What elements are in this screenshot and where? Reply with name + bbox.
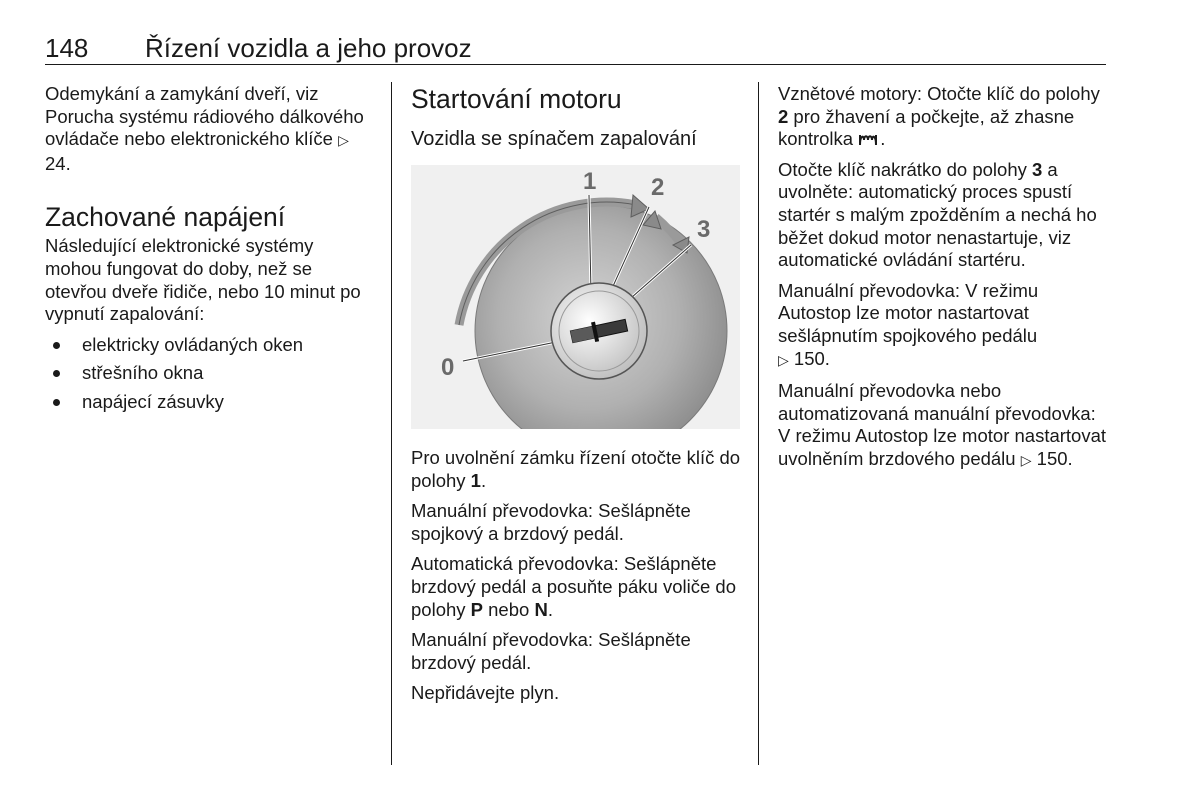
- list-item: elektricky ovládaných oken: [45, 334, 375, 357]
- automatic-paragraph: Automatická převodovka: Sešlápněte brzdový pedál a posuňte páku voliče do polohy P nebo N.: [411, 553, 736, 620]
- glow-plug-indicator-icon: [858, 131, 880, 147]
- diesel-paragraph: Vznětové motory: Otočte klíč do polohy 2 pro žhavení a počkejte, až zhasne kontrolka .: [778, 83, 1100, 150]
- retained-power-paragraph: Následující elektronické systémy mohou fungovat do doby, než se otevřou dveře řidiče, nebo 10 minut po vypnutí zapalování:: [45, 235, 361, 325]
- page-title: Řízení vozidla a jeho provoz: [145, 33, 472, 63]
- position-label-3: 3: [697, 216, 711, 243]
- retained-power-list: [45, 334, 375, 414]
- column-2: [411, 83, 746, 152]
- position-label-0: 0: [441, 354, 455, 381]
- cross-reference-arrow-icon: ▷: [1020, 452, 1032, 469]
- cross-reference-arrow-icon: ▷: [338, 133, 349, 150]
- steering-lock-paragraph: Pro uvolnění zámku řízení otočte klíč do polohy 1.: [411, 447, 741, 491]
- column-divider-2: [758, 82, 759, 765]
- bullet-icon: [53, 399, 60, 406]
- bullet-icon: [53, 342, 60, 349]
- column-1: [45, 83, 375, 420]
- position-label-1: 1: [583, 168, 597, 195]
- section-heading-retained-power: Zachované napájení: [45, 202, 286, 233]
- intro-paragraph: Odemykání a zamykání dveří, viz Porucha systému rádiového dálkového ovládače nebo elektronického klíče ▷ 24.: [45, 83, 364, 174]
- header-rule: [45, 64, 1106, 65]
- intro-page-ref: 24.: [45, 152, 71, 174]
- section-heading-engine-start: Startování motoru: [411, 84, 622, 114]
- autostop-automated-paragraph: Manuální převodovka nebo automatizovaná manuální převodovka: V režimu Autostop lze motor nastartovat uvolněním brzdového pedálu ▷ 150.: [778, 380, 1107, 469]
- ignition-switch-illustration: [411, 165, 740, 429]
- manual-clutch-paragraph: Manuální převodovka: Sešlápněte spojkový a brzdový pedál.: [411, 500, 691, 544]
- cross-reference-arrow-icon: ▷: [778, 352, 789, 369]
- column-3: [778, 83, 1108, 481]
- column-2-text: [411, 447, 746, 713]
- bullet-icon: [53, 370, 60, 377]
- no-throttle-paragraph: Nepřidávejte plyn.: [411, 682, 560, 704]
- start-position-paragraph: Otočte klíč nakrátko do polohy 3 a uvolněte: automatický proces spustí startér s malým zpožděním a nechá ho běžet dokud motor nenastartuje, viz automatické ovládání startéru.: [778, 158, 1097, 271]
- list-item: střešního okna: [45, 362, 375, 385]
- list-item: napájecí zásuvky: [45, 391, 375, 414]
- page-number: 148: [45, 33, 89, 63]
- column-divider-1: [391, 82, 392, 765]
- position-label-2: 2: [651, 174, 665, 201]
- manual-brake-paragraph: Manuální převodovka: Sešlápněte brzdový pedál.: [411, 629, 691, 673]
- autostop-manual-paragraph: Manuální převodovka: V režimu Autostop lze motor nastartovat sešlápnutím spojkového pedálu ▷ 150.: [778, 279, 1039, 369]
- subheading-ignition-switch: Vozidla se spínačem zapalování: [411, 128, 697, 150]
